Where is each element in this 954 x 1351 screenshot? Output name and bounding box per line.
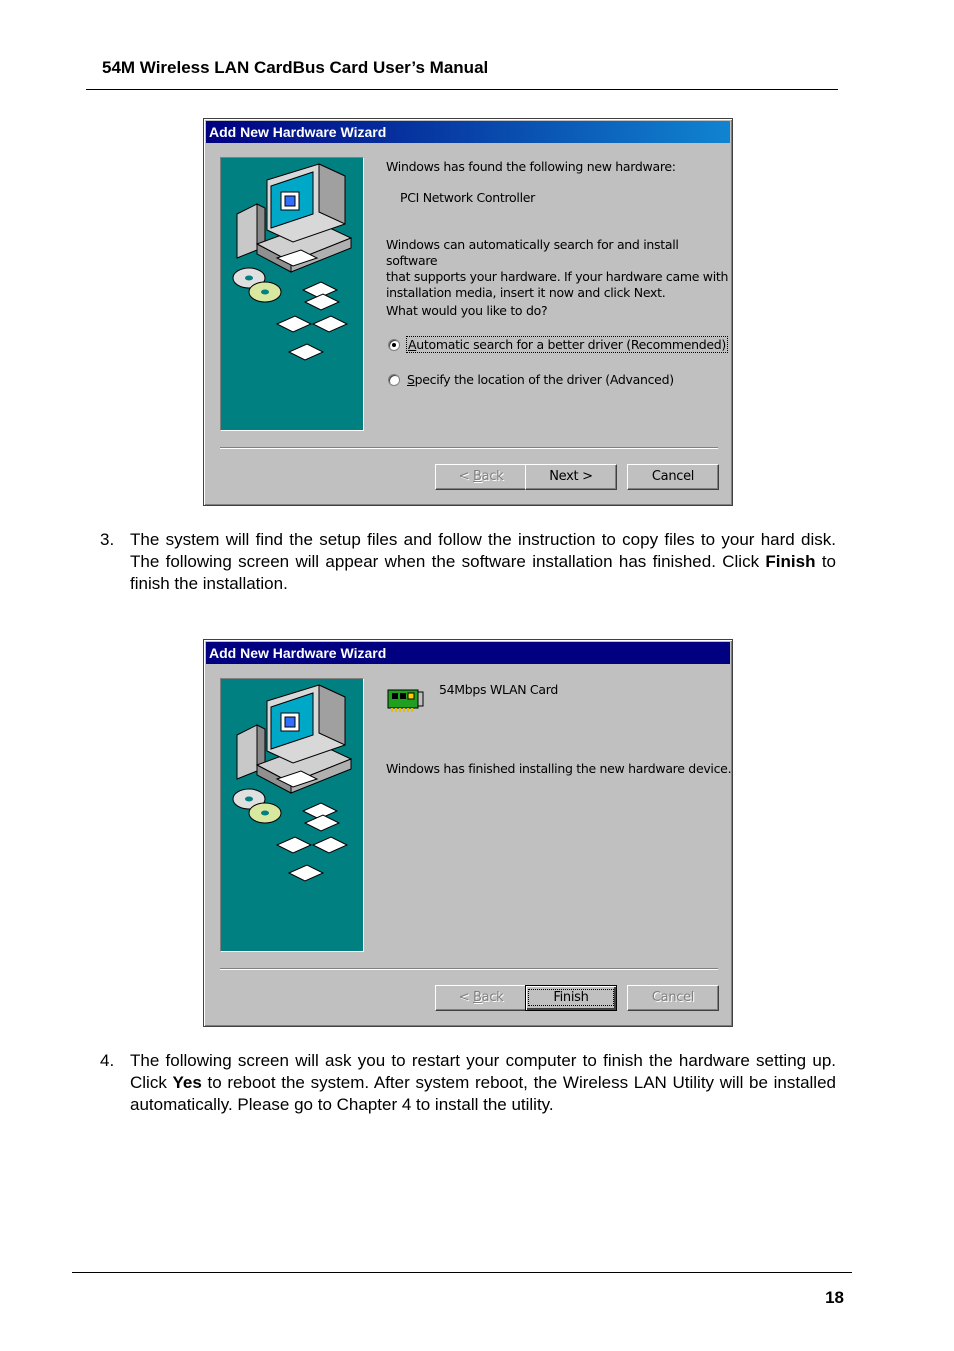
step-3-text: The system will find the setup files and follow the instruction to copy files to your hard disk. The following screen will appear when the software installation has finished. Click Finish to finish the installation. [130,530,836,593]
page-header-title: 54M Wireless LAN CardBus Card User’s Manual [102,58,489,77]
option-specify-location-label[interactable]: Specify the location of the driver (Advanced) [407,372,674,387]
device-name: PCI Network Controller [400,190,535,205]
network-card-icon [386,688,426,714]
finished-installing-text: Windows has finished installing the new hardware device. [386,761,732,776]
wizard-illustration [220,678,364,952]
radio-automatic-search[interactable] [388,339,400,351]
computer-icon [237,164,351,272]
step-3: 3. The system will find the setup files and follow the instruction to copy files to your hard disk. The following screen will appear when the software installation has finished. Click Finish to finish the installation. [100,530,836,593]
dialog-title-bar[interactable]: Add New Hardware Wizard [206,121,730,143]
computer-icon [237,685,351,793]
question-text: What would you like to do? [386,303,548,318]
next-button[interactable]: Next > [525,464,617,490]
dialog-title-bar[interactable]: Add New Hardware Wizard [206,642,730,664]
header-rule [86,89,838,90]
cancel-button[interactable]: Cancel [627,985,719,1011]
button-separator [220,447,718,449]
back-button[interactable]: < Back [435,464,527,490]
cd-disc-icon [233,789,281,823]
step-4-text: The following screen will ask you to restart your computer to finish the hardware setting up. Click Yes to reboot the system. After system reboot, the Wireless LAN Utility will be installed automatically. Please go to Chapter 4 to install the utility. [130,1051,836,1114]
floppy-disks-icon [277,803,347,881]
button-separator [220,968,718,970]
add-hardware-wizard-dialog-finished [203,639,733,1027]
option-automatic-search-label[interactable]: Automatic search for a better driver (Recommended) [408,337,726,352]
wizard-illustration [220,157,364,431]
finish-button[interactable]: Finish [525,985,617,1011]
floppy-disks-icon [277,282,347,360]
step-4: 4. The following screen will ask you to restart your computer to finish the hardware setting up. Click Yes to reboot the system. After system reboot, the Wireless LAN Utility will be installed automatically. Please go to Chapter 4 to install the utility. [100,1051,836,1114]
add-hardware-wizard-dialog-search [203,118,733,506]
page-number: 18 [825,1288,844,1307]
device-name: 54Mbps WLAN Card [439,682,558,697]
cd-disc-icon [233,268,281,302]
back-button[interactable]: < Back [435,985,527,1011]
radio-specify-location[interactable] [388,374,400,386]
found-hardware-text: Windows has found the following new hardware: [386,159,676,174]
auto-search-description: Windows can automatically search for and install software that supports your hardware. If your hardware came with installation media, insert it now and click Next. [386,237,729,300]
footer-rule [72,1272,852,1273]
cancel-button[interactable]: Cancel [627,464,719,490]
